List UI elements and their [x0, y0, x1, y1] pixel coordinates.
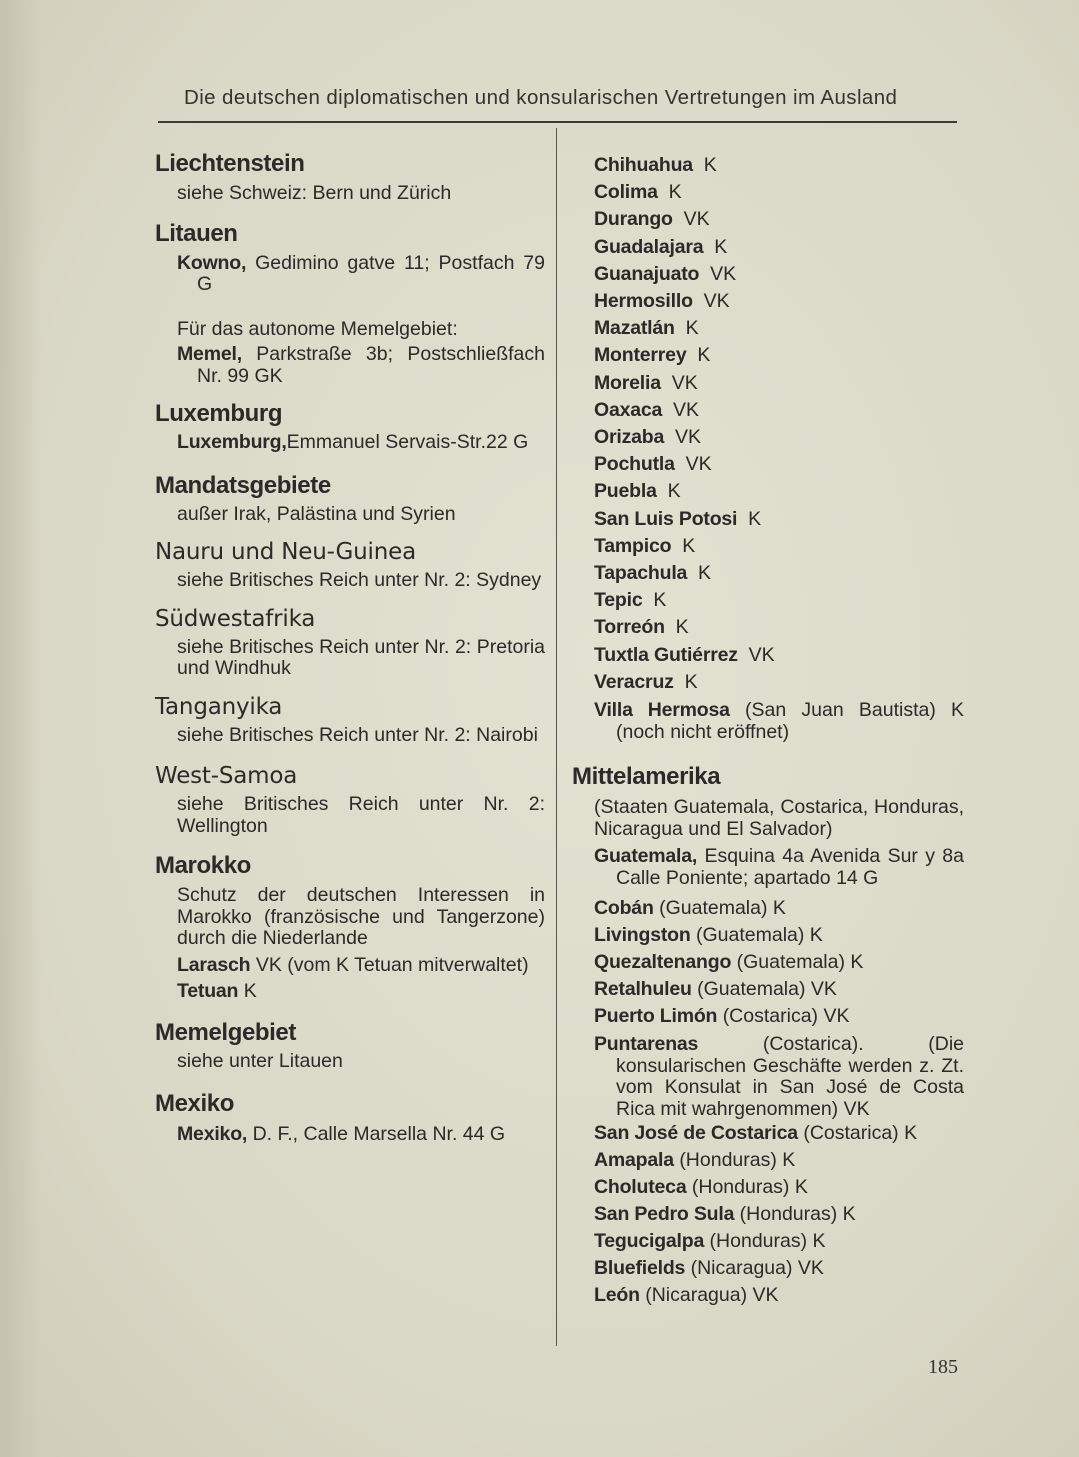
section-mexiko: [155, 1090, 545, 1146]
city-name: Durango: [594, 208, 673, 231]
city-name: León: [594, 1284, 640, 1307]
list-item: [572, 587, 964, 614]
section-note: (Staaten Guatemala, Costarica, Honduras, Nicaragua und El Salvador): [594, 796, 964, 840]
office-type: VK: [674, 426, 701, 449]
city-name: Tapachula: [594, 562, 688, 585]
office-type: VK: [683, 208, 710, 231]
country-heading: Mandatsgebiete: [155, 471, 331, 499]
city-name: Chihuahua: [594, 154, 693, 176]
list-item: [572, 424, 964, 451]
section-note: außer Irak, Palästina und Syrien: [177, 502, 456, 525]
list-item: [572, 976, 964, 1003]
city-name: Puebla: [594, 480, 657, 503]
list-item: [572, 206, 964, 233]
city-name: San Pedro Sula: [594, 1203, 735, 1226]
office-type: (Nicaragua) VK: [690, 1257, 824, 1280]
column-divider: [556, 128, 557, 1346]
section-westsamoa: [155, 762, 545, 837]
list-item: [572, 1282, 964, 1309]
cross-reference: siehe Britisches Reich unter Nr. 2: Wellington: [177, 793, 545, 837]
section-memelgebiet: [155, 1019, 545, 1073]
city-name: Larasch: [177, 953, 251, 976]
office-type: VK: [671, 371, 698, 394]
city-name: Luxemburg,: [177, 431, 287, 453]
book-spine-shadow: [0, 0, 40, 1457]
list-item: [572, 614, 964, 641]
office-type: (Honduras) K: [709, 1230, 826, 1253]
office-entry: [155, 955, 545, 977]
list-item: [572, 560, 964, 587]
office-type: K: [682, 534, 696, 557]
territory-heading: West-Samoa: [155, 763, 298, 789]
section-mandatsgebiete: [155, 472, 545, 526]
section-note: Schutz der deutschen Interessen in Marokko (französische und Tangerzone) durch die Niederlande: [177, 884, 545, 949]
list-item: [572, 506, 964, 533]
office-type: VK: [703, 290, 730, 313]
list-item: [572, 342, 964, 369]
list-item: [572, 478, 964, 505]
office-type: VK: [673, 398, 700, 421]
office-type: (Honduras) K: [691, 1176, 808, 1199]
city-name: Oaxaca: [594, 398, 663, 421]
office-type: (Costarica). (Die konsularischen Geschäfte werden z. Zt. vom Konsulat in San José de Costa Rica mit wahrgenommen) VK: [616, 1033, 964, 1120]
office-type: (Honduras) K: [679, 1149, 796, 1172]
country-heading: Liechtenstein: [155, 150, 305, 177]
address-text: Parkstraße 3b; Postschließfach Nr. 99 GK: [197, 343, 545, 387]
list-item: [572, 315, 964, 342]
city-name: Tampico: [594, 534, 672, 557]
office-type: K: [698, 562, 712, 585]
list-item: [572, 261, 964, 288]
country-heading: Litauen: [155, 219, 238, 247]
office-entry: [572, 700, 964, 743]
header-rule: [158, 121, 957, 123]
list-item: [572, 179, 964, 206]
city-name: Cobán: [594, 897, 654, 920]
cross-reference: siehe Schweiz: Bern und Zürich: [177, 182, 452, 204]
office-type: (Honduras) K: [739, 1203, 856, 1226]
list-item: [572, 1228, 964, 1255]
city-name: Guanajuato: [594, 262, 700, 285]
cross-reference: siehe Britisches Reich unter Nr. 2: Nairobi: [177, 723, 538, 746]
list-item: [572, 370, 964, 397]
section-mittelamerika: [572, 763, 964, 1309]
list-item: [572, 1120, 964, 1147]
mexico-city-list: [572, 152, 964, 696]
office-type: VK (vom K Tetuan mitverwaltet): [255, 953, 529, 976]
section-tanganyika: [155, 693, 545, 747]
office-type: K: [243, 980, 257, 1002]
section-luxemburg: [155, 400, 545, 454]
list-item: [572, 1201, 964, 1228]
city-name: San Luis Potosi: [594, 507, 738, 530]
city-name: Amapala: [594, 1149, 674, 1172]
list-item: [572, 397, 964, 424]
office-type: K: [684, 670, 698, 693]
list-item: [572, 288, 964, 315]
city-name: Colima: [594, 181, 658, 204]
left-column: [155, 150, 545, 1146]
office-type: (Nicaragua) VK: [645, 1284, 779, 1307]
section-marokko: [155, 852, 545, 1003]
city-name: Morelia: [594, 371, 661, 394]
office-entry: [155, 981, 545, 1003]
country-heading: Memelgebiet: [155, 1018, 296, 1046]
right-column: [572, 152, 964, 1309]
city-name: Torreón: [594, 616, 665, 639]
city-name: Quezaltenango: [594, 951, 732, 974]
city-name: Guadalajara: [594, 235, 704, 258]
list-item: [572, 949, 964, 976]
central-america-list: [572, 895, 964, 1309]
office-type: (Guatemala) VK: [697, 978, 837, 1001]
office-type: K: [667, 480, 681, 503]
city-name: Choluteca: [594, 1176, 687, 1199]
running-header: Die deutschen diplomatischen und konsularischen Vertretungen im Ausland: [184, 86, 898, 109]
city-name: Monterrey: [594, 344, 687, 367]
city-name: Puerto Limón: [594, 1005, 718, 1028]
city-name: Tetuan: [177, 980, 239, 1002]
office-type: K: [675, 616, 689, 639]
office-type: K: [748, 507, 762, 530]
office-type: VK: [710, 262, 737, 285]
office-entry: [155, 1124, 545, 1146]
office-type: VK: [685, 453, 712, 476]
list-item: [572, 234, 964, 261]
office-entry: [155, 432, 545, 454]
city-name: Tegucigalpa: [594, 1230, 705, 1253]
section-suedwestafrika: [155, 605, 545, 680]
page-number: 185: [928, 1356, 958, 1378]
city-name: Bluefields: [594, 1257, 686, 1280]
address-text: D. F., Calle Marsella Nr. 44 G: [252, 1123, 506, 1145]
territory-heading: Tanganyika: [155, 693, 283, 720]
city-name: San José de Costarica: [594, 1122, 798, 1145]
list-item: [572, 922, 964, 949]
cross-reference: siehe Britisches Reich unter Nr. 2: Pretoria und Windhuk: [177, 635, 545, 679]
city-name: Kowno,: [177, 251, 247, 274]
list-item: [572, 1003, 964, 1030]
territory-heading: Nauru und Neu-Guinea: [155, 539, 416, 565]
office-type: (Guatemala) K: [736, 951, 864, 974]
list-item: [572, 533, 964, 560]
city-name: Livingston: [594, 924, 691, 947]
office-entry: [155, 344, 545, 387]
city-name: Villa Hermosa: [594, 699, 730, 722]
city-name: Hermosillo: [594, 290, 693, 313]
address-text: (San Juan Bautista) K (noch nicht eröffnet): [616, 699, 965, 743]
list-item: [572, 895, 964, 922]
office-type: K: [697, 344, 711, 367]
city-name: Memel,: [177, 343, 242, 365]
office-type: K: [703, 154, 717, 176]
city-name: Mazatlán: [594, 317, 675, 340]
city-name: Orizaba: [594, 426, 665, 449]
city-name: Tepic: [594, 589, 643, 612]
country-heading: Mittelamerika: [572, 763, 721, 791]
office-type: (Costarica) K: [803, 1122, 918, 1145]
section-note: Für das autonome Memelgebiet:: [177, 317, 458, 340]
city-name: Retalhuleu: [594, 978, 692, 1001]
office-entry: [572, 846, 964, 889]
list-item: [572, 451, 964, 478]
city-name: Pochutla: [594, 453, 675, 476]
address-text: Gedimino gatve 11; Postfach 79 G: [197, 251, 546, 295]
city-name: Puntarenas: [594, 1033, 699, 1056]
country-heading: Mexiko: [155, 1090, 234, 1117]
cross-reference: siehe unter Litauen: [177, 1049, 343, 1072]
cross-reference: siehe Britisches Reich unter Nr. 2: Sydney: [177, 569, 542, 591]
city-name: Veracruz: [594, 670, 674, 693]
office-type: K: [685, 317, 699, 340]
city-name: Tuxtla Gutiérrez: [594, 643, 738, 666]
office-entry: [155, 253, 545, 296]
address-text: Esquina 4a Avenida Sur y 8a Calle Poniente; apartado 14 G: [616, 845, 964, 889]
country-heading: Luxemburg: [155, 400, 283, 427]
section-nauru: [155, 538, 545, 592]
list-item: [572, 669, 964, 696]
list-item: [572, 1255, 964, 1282]
office-type: K: [714, 235, 728, 258]
office-type: K: [668, 181, 682, 204]
list-item: [572, 152, 964, 179]
list-item: [572, 642, 964, 669]
city-name: Mexiko,: [177, 1123, 248, 1145]
city-name: Guatemala,: [594, 845, 698, 868]
list-item: [572, 1034, 964, 1120]
list-item: [572, 1147, 964, 1174]
list-item: [572, 1174, 964, 1201]
section-liechtenstein: [155, 150, 545, 205]
office-type: VK: [748, 643, 775, 666]
territory-heading: Südwestafrika: [155, 605, 316, 632]
office-type: (Guatemala) K: [659, 897, 786, 920]
office-type: K: [653, 589, 667, 612]
country-heading: Marokko: [155, 852, 251, 879]
office-type: (Guatemala) K: [696, 924, 823, 947]
address-text: Emmanuel Servais-Str.22 G: [286, 431, 529, 453]
office-type: (Costarica) VK: [722, 1005, 850, 1028]
section-litauen: [155, 220, 545, 388]
